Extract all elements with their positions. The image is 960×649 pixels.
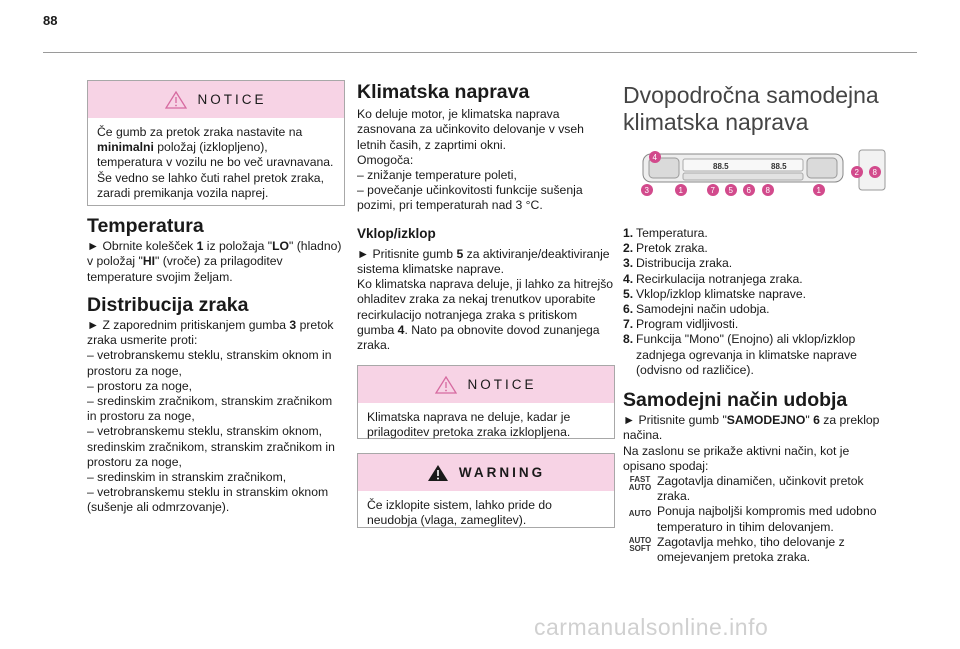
notice-header: [88, 81, 344, 118]
column-1: [87, 80, 345, 516]
panel-display-right: 88.5: [771, 162, 787, 171]
callout-6: 6: [746, 186, 751, 195]
callout-1b: 1: [816, 186, 821, 195]
list-item: – povečanje učinkovitosti funkcije sušenja pozimi, pri temperaturah nad 3 °C.: [357, 183, 583, 213]
legend-item: 6. Samodejni način udobja.: [623, 302, 770, 317]
callout-8b: 8: [872, 168, 877, 177]
ac-intro: Ko deluje motor, je klimatska naprava zasnovana za učinkovito delovanje v vseh letnih časih, z zaprtimi okni.: [357, 107, 584, 152]
list-item: – vetrobranskemu steklu in stranskim oknom (sušenje ali odmrzovanje).: [87, 485, 329, 515]
callout-5: 5: [728, 186, 733, 195]
climate-control-panel-illustration: [623, 148, 887, 210]
list-item: – sredinskim zračnikom, stranskim zračnikom in prostoru za noge,: [87, 394, 333, 424]
onoff-text-1: ► Pritisnite gumb 5 za aktiviranje/deaktiviranje sistema klimatske naprave.: [357, 246, 610, 277]
dual-zone-heading: Dvopodročna samodejna klimatska naprava: [623, 82, 879, 135]
notice-header: [358, 366, 614, 403]
warning-triangle-icon: [165, 91, 187, 109]
legend-item: 2. Pretok zraka.: [623, 241, 708, 256]
legend-list: [623, 226, 881, 378]
list-item: – sredinskim in stranskim zračnikom,: [87, 470, 287, 485]
panel-display-left: 88.5: [713, 162, 729, 171]
legend-item: 4. Recirkulacija notranjega zraka.: [623, 271, 803, 286]
callout-4: 4: [652, 153, 657, 162]
legend-item: 8. Funkcija "Mono" (Enojno) ali vklop/izklop zadnjega ogrevanja in klimatske naprave (odvisno od različice).: [623, 332, 857, 377]
list-item: – znižanje temperature poleti,: [357, 168, 517, 183]
callout-3: 3: [644, 186, 649, 195]
legend-item: 3. Distribucija zraka.: [623, 256, 733, 271]
notice-box: [357, 365, 615, 439]
onoff-text-2: Ko klimatska naprava deluje, ji lahko za hitrejšo ohladitev zraka za nekaj trenutkov uporabite recirkulacijo notranjega zraka s pritiskom gumba 4. Nato pa obnovite dovod zunanjega zraka.: [357, 277, 614, 353]
temperature-text: ► Obrnite kolešček 1 iz položaja "LO" (hladno) v položaj "HI" (vroče) za prilagoditev temperature svojim željam.: [87, 239, 342, 284]
page-number: 88: [43, 13, 58, 28]
list-item: – prostoru za noge,: [87, 378, 193, 393]
auto-soft-icon: AUTO SOFT: [628, 535, 652, 553]
notice-box: [87, 80, 345, 206]
list-item: – vetrobranskemu steklu, stranskim oknom in prostoru za noge,: [87, 348, 332, 378]
column-3: [623, 80, 881, 565]
warning-triangle-icon: [427, 464, 449, 482]
warning-title: WARNING: [458, 465, 546, 481]
distribution-heading: Distribucija zraka: [87, 293, 249, 316]
callout-2: 2: [854, 168, 859, 177]
onoff-heading: Vklop/izklop: [357, 225, 436, 241]
warning-body: Če izklopite sistem, lahko pride do neudobja (vlaga, zameglitev).: [367, 498, 552, 528]
auto-comfort-heading: Samodejni način udobja: [623, 389, 848, 412]
warning-triangle-icon: [435, 376, 457, 394]
auto-comfort-text: ► Pritisnite gumb "SAMODEJNO" 6 za preklop načina.: [623, 413, 880, 443]
notice-body: Klimatska naprava ne deluje, kadar je prilagoditev pretoka zraka izklopljena.: [367, 410, 571, 440]
auto-comfort-display: Na zaslonu se prikaže aktivni način, kot je opisano spodaj:: [623, 443, 850, 473]
ac-heading: Klimatska naprava: [357, 81, 530, 103]
mode-auto-soft: AUTO SOFT Zagotavlja mehko, tiho delovanje z omejevanjem pretoka zraka.: [623, 535, 881, 565]
legend-item: 1. Temperatura.: [623, 226, 708, 240]
column-2: [357, 80, 615, 528]
fast-auto-icon: FAST AUTO: [628, 475, 652, 493]
callout-7: 7: [710, 186, 715, 195]
temperature-heading: Temperatura: [87, 215, 204, 237]
list-item: – vetrobranskemu steklu, stranskim oknom, sredinskim zračnikom, stranskim zračnikom in prostoru za noge,: [87, 424, 335, 469]
notice-body: Če gumb za pretok zraka nastavite na minimalni položaj (izklopljeno), temperatura v vozilu ne bo več uravnavana. Še vedno se lahko čuti rahel pretok zraka, zaradi premikanja vozila naprej.: [97, 125, 334, 200]
distribution-intro: ► Z zaporednim pritiskanjem gumba 3 pretok zraka usmerite proti:: [87, 318, 334, 348]
mode-auto: AUTO Ponuja najboljši kompromis med udobno temperaturo in tihim delovanjem.: [623, 504, 881, 534]
warning-box: [357, 453, 615, 528]
warning-header: [358, 454, 614, 491]
watermark: carmanualsonline.info: [534, 614, 769, 640]
callout-1: 1: [678, 186, 683, 195]
auto-icon: AUTO: [628, 509, 652, 519]
header-divider: [43, 52, 917, 53]
notice-title: NOTICE: [197, 91, 267, 107]
callout-8: 8: [765, 186, 770, 195]
legend-item: 5. Vklop/izklop klimatske naprave.: [623, 286, 807, 301]
notice-title: NOTICE: [467, 377, 537, 393]
ac-omogoca: Omogoča:: [357, 152, 414, 167]
legend-item: 7. Program vidljivosti.: [623, 317, 739, 332]
mode-fast-auto: FAST AUTO Zagotavlja dinamičen, učinkovit pretok zraka.: [623, 474, 881, 504]
